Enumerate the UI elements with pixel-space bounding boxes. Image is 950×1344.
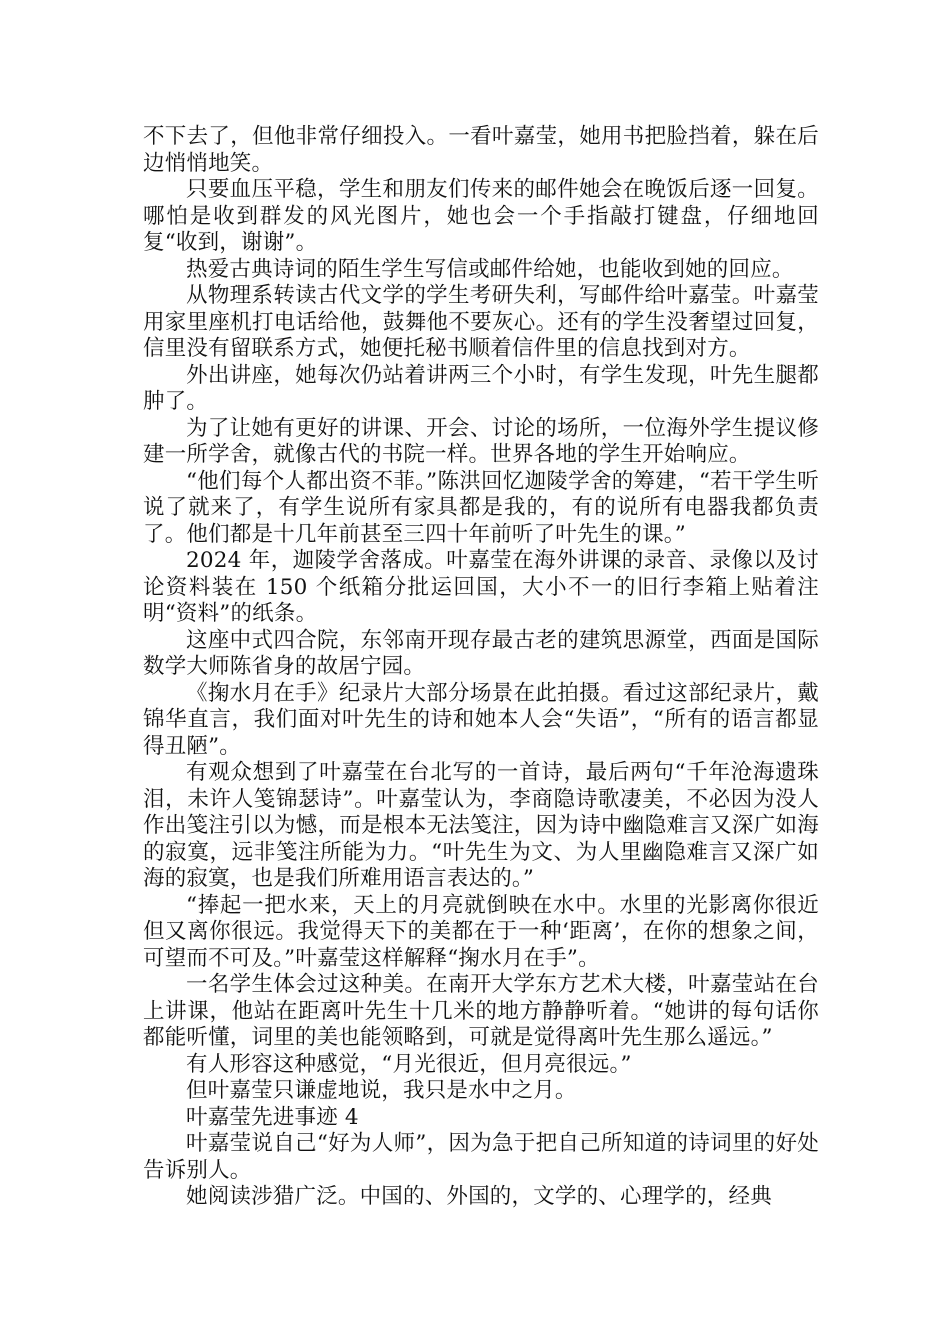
paragraph: 2024 年，迦陵学舍落成。叶嘉莹在海外讲课的录音、录像以及讨论资料装在 150 个纸箱分批运回国，大小不一的旧行李箱上贴着注明“资料”的纸条。 (143, 548, 819, 626)
paragraph: 从物理系转读古代文学的学生考研失利，写邮件给叶嘉莹。叶嘉莹用家里座机打电话给他，鼓舞他不要灰心。还有的学生没奢望过回复，信里没有留联系方式，她便托秘书顺着信件里的信息找到对方。 (143, 283, 819, 361)
paragraph: 热爱古典诗词的陌生学生写信或邮件给她，也能收到她的回应。 (186, 256, 794, 282)
paragraph: 为了让她有更好的讲课、开会、讨论的场所，一位海外学生提议修建一所学舍，就像古代的书院一样。世界各地的学生开始响应。 (143, 415, 819, 467)
paragraph: “捧起一把水来，天上的月亮就倒映在水中。水里的光影离你很近但又离你很远。我觉得天下的美都在于一种‘距离’，在你的想象之间，可望而不可及。”叶嘉莹这样解释“掬水月在手”。 (143, 892, 819, 971)
paragraph: 不下去了，但他非常仔细投入。一看叶嘉莹，她用书把脸挡着，躲在后边悄悄地笑。 (143, 124, 819, 176)
paragraph: 外出讲座，她每次仍站着讲两三个小时，有学生发现，叶先生腿都肿了。 (143, 362, 819, 414)
paragraph: 有观众想到了叶嘉莹在台北写的一首诗，最后两句“千年沧海遗珠泪，未许人笺锦瑟诗”。叶嘉莹认为，李商隐诗歌凄美，不必因为没人作出笺注引以为憾，而是根本无法笺注，因为诗中幽隐难言又深广如海的寂寞，远非笺注所能为力。“叶先生为文、为人里幽隐难言又深广如海的寂寞，也是我们所难用语言表达的。” (143, 760, 819, 891)
paragraph: “他们每个人都出资不菲。”陈洪回忆迦陵学舍的筹建，“若干学生听说了就来了，有学生说所有家具都是我的，有的说所有电器我都负责了。他们都是十几年前甚至三四十年前听了叶先生的课。” (143, 468, 819, 547)
paragraph: 《掬水月在手》纪录片大部分场景在此拍摄。看过这部纪录片，戴锦华直言，我们面对叶先生的诗和她本人会“失语”，“所有的语言都显得丑陋”。 (143, 680, 819, 759)
paragraph: 叶嘉莹说自己“好为人师”，因为急于把自己所知道的诗词里的好处告诉别人。 (143, 1131, 819, 1183)
paragraph: 只要血压平稳，学生和朋友们传来的邮件她会在晚饭后逐一回复。哪怕是收到群发的风光图片，她也会一个手指敲打键盘，仔细地回复“收到，谢谢”。 (143, 177, 819, 255)
paragraph: 一名学生体会过这种美。在南开大学东方艺术大楼，叶嘉莹站在台上讲课，他站在距离叶先生十几米的地方静静听着。“她讲的每句话你都能听懂，词里的美也能领略到，可就是觉得离叶先生那么遥远。” (143, 972, 819, 1050)
section-heading: 叶嘉莹先进事迹 4 (186, 1104, 359, 1130)
paragraph: 但叶嘉莹只谦虚地说，我只是水中之月。 (186, 1078, 577, 1103)
paragraph: 有人形容这种感觉，“月光很近，但月亮很远。” (186, 1051, 632, 1077)
article-body (143, 124, 819, 1211)
paragraph: 这座中式四合院，东邻南开现存最古老的建筑思源堂，西面是国际数学大师陈省身的故居宁园。 (143, 627, 819, 679)
paragraph: 她阅读涉猎广泛。中国的、外国的，文学的、心理学的，经典 (186, 1184, 772, 1209)
